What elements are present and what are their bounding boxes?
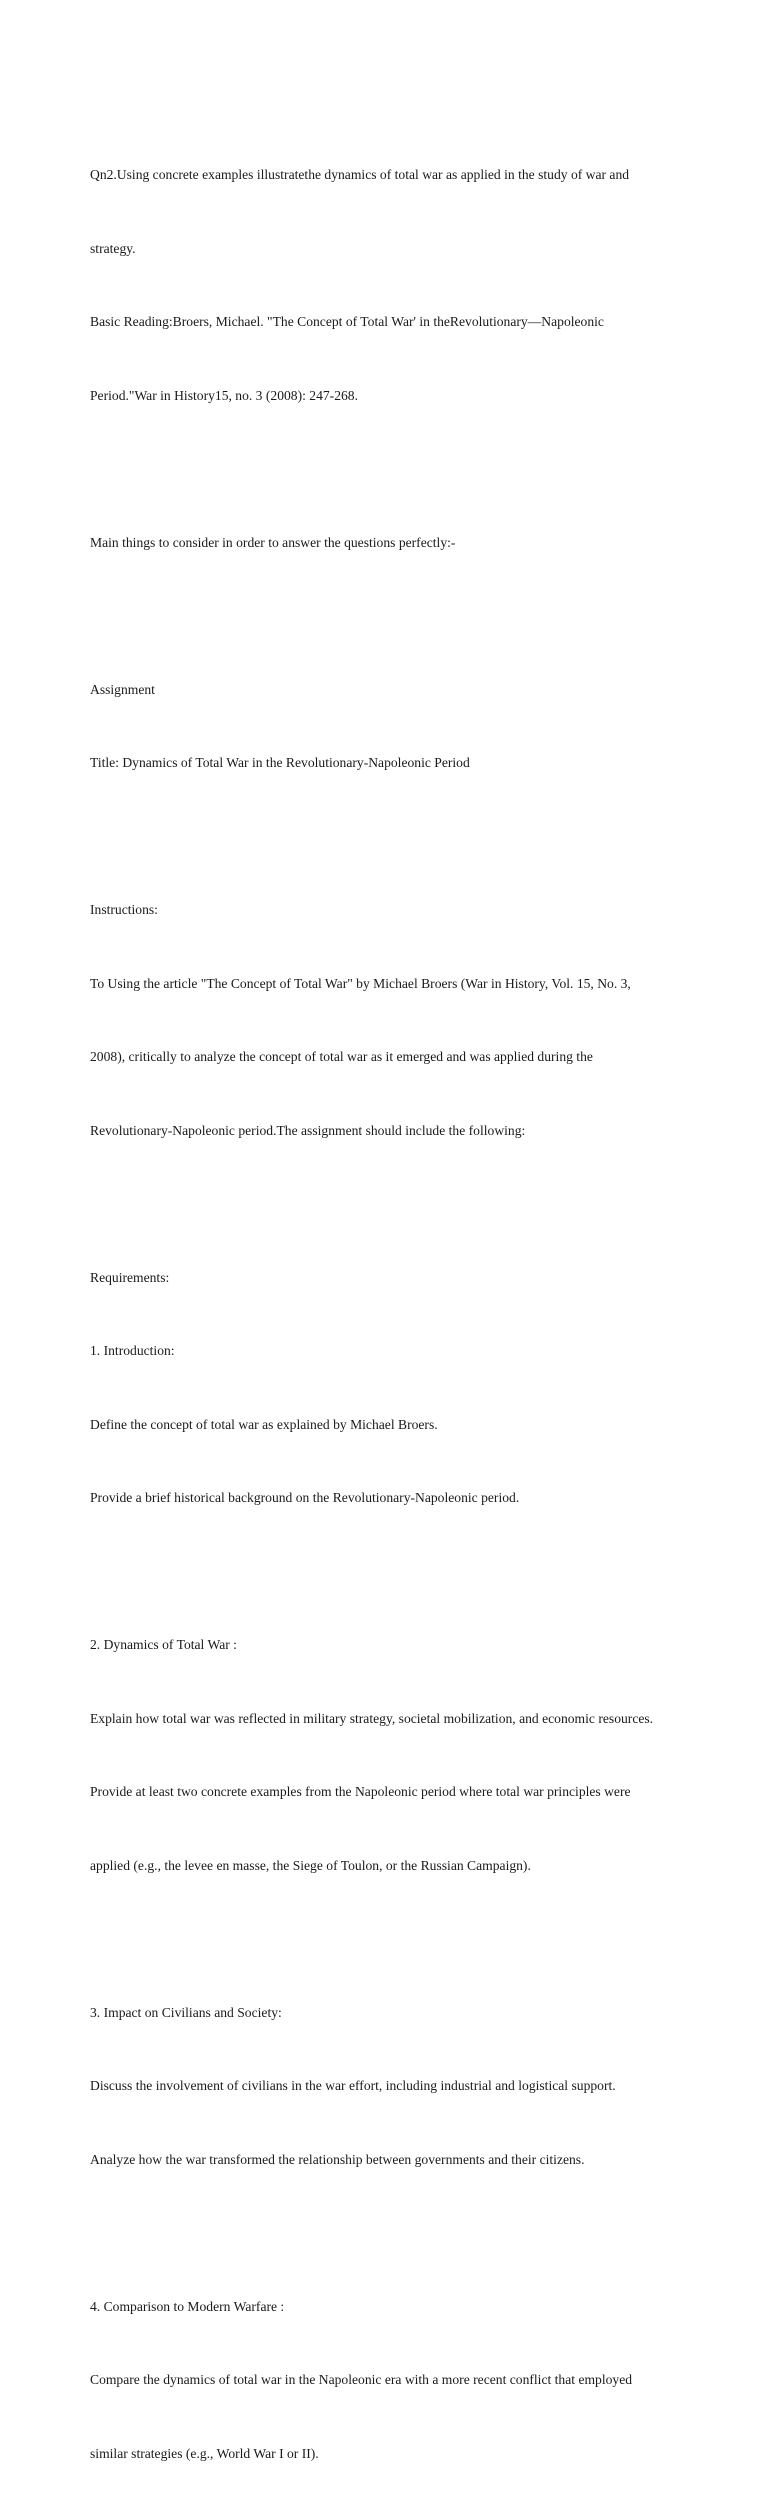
blank-line	[90, 1192, 690, 1217]
section-2-heading: 2. Dynamics of Total War :	[90, 1637, 237, 1652]
section-1-heading: 1. Introduction:	[90, 1343, 175, 1358]
section-2-line-3: applied (e.g., the levee en masse, the Siege of Toulon, or the Russian Campaign).	[90, 1857, 531, 1873]
instructions-line-2: 2008), critically to analyze the concept of total war as it emerged and was applied during the	[90, 1049, 593, 1064]
requirements-heading: Requirements:	[90, 1269, 170, 1285]
section-1-line-1: Define the concept of total war as explained by Michael Broers.	[90, 1416, 438, 1432]
blank-line	[90, 604, 690, 629]
basic-reading-line-2: Period."War in History15, no. 3 (2008): 247-268.	[90, 387, 358, 403]
question-line-1: Qn2.Using concrete examples illustratethe dynamics of total war as applied in the study of war and	[90, 167, 630, 182]
section-4-line-1: Compare the dynamics of total war in the Napoleonic era with a more recent conflict that employed	[90, 2372, 633, 2387]
blank-line	[90, 457, 690, 482]
assignment-heading: Assignment	[90, 681, 155, 697]
instructions-line-3: Revolutionary-Napoleonic period.The assignment should include the following:	[90, 1122, 526, 1138]
main-things-line: Main things to consider in order to answer the questions perfectly:-	[90, 534, 456, 550]
blank-line	[90, 1927, 690, 1952]
section-3-line-2: Analyze how the war transformed the relationship between governments and their citizens.	[90, 2151, 585, 2167]
section-1-line-2: Provide a brief historical background on the Revolutionary-Napoleonic period.	[90, 1490, 520, 1505]
section-4-heading: 4. Comparison to Modern Warfare :	[90, 2298, 285, 2314]
instructions-heading: Instructions:	[90, 902, 158, 917]
blank-line	[90, 2221, 690, 2246]
section-2-line-1: Explain how total war was reflected in military strategy, societal mobilization, and economic resources.	[90, 1710, 654, 1726]
assignment-title: Title: Dynamics of Total War in the Revolutionary-Napoleonic Period	[90, 755, 470, 770]
basic-reading-line-1: Basic Reading:Broers, Michael. "The Concept of Total War' in theRevolutionary—Napoleonic	[90, 314, 604, 329]
blank-line	[90, 1560, 690, 1585]
section-2-line-2: Provide at least two concrete examples from the Napoleonic period where total war principles were	[90, 1784, 631, 1799]
section-4-line-2: similar strategies (e.g., World War I or II).	[90, 2445, 319, 2461]
question-line-2: strategy.	[90, 240, 136, 256]
section-3-heading: 3. Impact on Civilians and Society:	[90, 2004, 282, 2020]
document-body	[90, 114, 690, 2515]
section-3-line-1: Discuss the involvement of civilians in the war effort, including industrial and logistical support.	[90, 2078, 616, 2093]
instructions-line-1: To Using the article "The Concept of Total War" by Michael Broers (War in History, Vol. 15, No. 3,	[90, 975, 631, 991]
blank-line	[90, 825, 690, 850]
